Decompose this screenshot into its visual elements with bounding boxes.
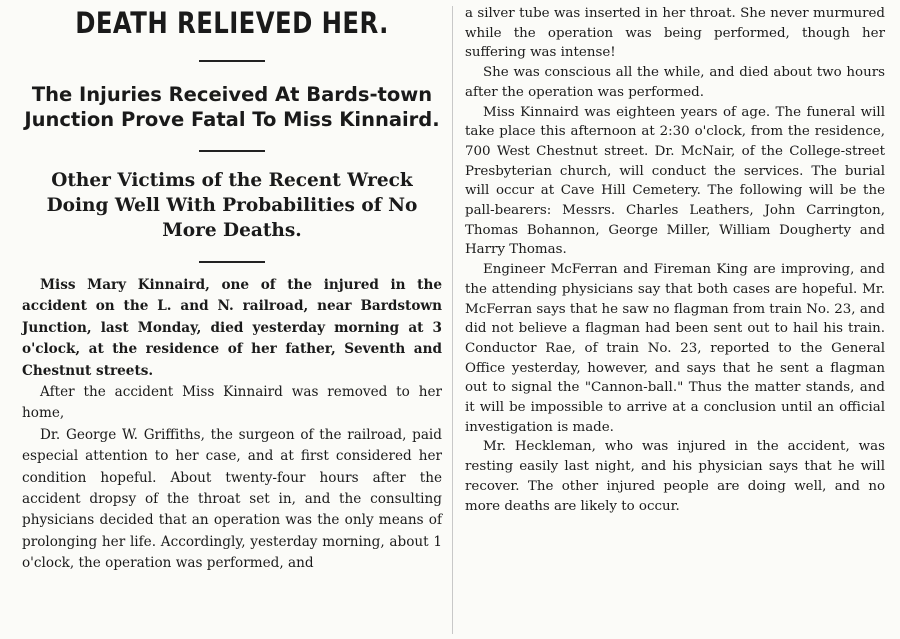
deck-secondary: Other Victims of the Recent Wreck Doing Well With Probabilities of No More Deaths. bbox=[46, 170, 418, 241]
left-column bbox=[22, 4, 442, 575]
deck-separator bbox=[199, 150, 265, 152]
body-paragraph: After the accident Miss Kinnaird was removed to her home, bbox=[22, 384, 442, 422]
lead-paragraph: Miss Mary Kinnaird, one of the injured in the accident on the L. and N. railroad, near Bardstown Junction, last Monday, died yesterday morning at 3 o'clock, at the residence of her father, Seventh and Chestnut streets. bbox=[22, 277, 442, 379]
headline: DEATH RELIEVED HER. bbox=[75, 6, 389, 40]
body-paragraph: Miss Kinnaird was eighteen years of age. The funeral will take place this afternoon at 2:30 o'clock, from the residence, 700 West Chestnut street. Dr. McNair, of the College-street Presbyterian church, will conduct the services. The burial will occur at Cave Hill Cemetery. The following will be the pall-bearers: Messrs. Charles Leathers, John Carrington, Thomas Bohannon, George Miller, William Dougherty and Harry Thomas. bbox=[465, 104, 885, 258]
deck-primary: The Injuries Received At Bards-town Junction Prove Fatal To Miss Kinnaird. bbox=[24, 83, 440, 131]
body-paragraph-continued: a silver tube was inserted in her throat. She never murmured while the operation was being performed, though her suffering was intense! bbox=[465, 6, 885, 61]
body-paragraph: Mr. Heckleman, who was injured in the accident, was resting easily last night, and his physician says that he will recover. The other injured people are doing well, and no more deaths are likely to occur. bbox=[465, 439, 885, 514]
body-paragraph: Dr. George W. Griffiths, the surgeon of the railroad, paid especial attention to her case, and at first considered her condition hopeful. About twenty-four hours after the accident dropsy of the throat set in, and the consulting physicians decided that an operation was the only means of prolonging her life. Accordingly, yesterday morning, about 1 o'clock, the operation was performed, and bbox=[22, 426, 442, 572]
column-divider bbox=[452, 6, 453, 634]
body-paragraph: Engineer McFerran and Fireman King are improving, and the attending physicians say that both cases are hopeful. Mr. McFerran says that he saw no flagman from train No. 23, and did not believe a flagman had been sent out to hail his train. Conductor Rae, of train No. 23, reported to the General Office yesterday, however, and says that he sent a flagman out to signal the "Cannon-ball." Thus the matter stands, and it will be impossible to arrive at a conclusion until an official investigation is made. bbox=[465, 262, 885, 435]
body-paragraph: She was conscious all the while, and died about two hours after the operation was performed. bbox=[465, 65, 885, 100]
body-separator bbox=[199, 261, 265, 263]
right-column bbox=[465, 4, 885, 516]
headline-separator bbox=[199, 60, 265, 62]
